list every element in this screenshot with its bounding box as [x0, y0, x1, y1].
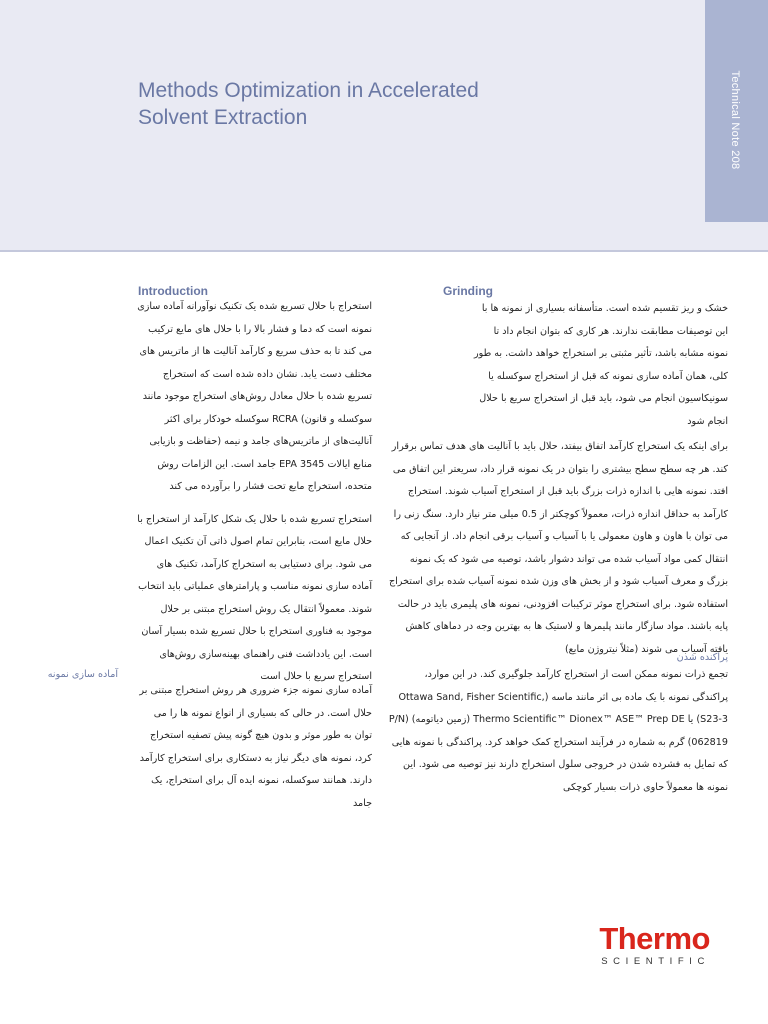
- sample-preparation-subheading: آماده سازی نمونه: [47, 669, 118, 680]
- grinding-paragraph-2: برای اینکه یک استخراج کارآمد اتفاق بیفتد، حلال باید با آنالیت های هدف تماس برقرار کند. هر چه سطح سطح بیشتری را بتوان در یک نمونه قرار داد، سریعتر این اتفاق می افتد. نمونه هایی با اندازه ذرات بزرگ باید قبل از استخراج آسیاب شوند. استخراج کارآمد به حداقل اندازه ذرات، معمولاً کوچکتر از 0.5 میلی متر نیاز دارد. سنگ زنی را می توان با هاون و هاون معمولی یا با آسیاب و آسیاب برقی انجام داد. از آنجایی که انتقال کمی مواد آسیاب شده می تواند دشوار باشد، توصیه می شود که یک نمونه بزرگ و معرف آسیاب شود و از بخش های وزن شده نمونه آسیاب شده برای استخراج استفاده شود. برای استخراج موثر ترکیبات افزودنی، نمونه های پلیمری باید در حالت پایه باشند. مواد سازگار مانند پلیمرها و لاستیک ها به بهترین وجه در دماهای کاهش یافته آسیاب می شوند (مثلاً نیتروژن مایع): [388, 441, 728, 655]
- title-line-1: Methods Optimization in Accelerated: [138, 79, 479, 102]
- logo-subtitle: SCIENTIFIC: [601, 956, 710, 967]
- left-column: [136, 296, 372, 689]
- logo-wordmark: Thermo: [599, 921, 710, 956]
- technical-note-label: Technical Note 208: [729, 70, 741, 170]
- sample-preparation-paragraph: آماده سازی نمونه جزء ضروری هر روش استخراج مبتنی بر حلال است. در حالی که بسیاری از انواع نمونه ها را می توان به طور موثر و بدون هیچ گونه پیش تصفیه استخراج کرد، نمونه های دیگر نیاز به دستکاری برای استخراج کارآمد دارند. همانند سوکسله، نمونه ایده آل برای استخراج، یک جامد: [139, 685, 372, 809]
- dispersing-subheading: پراکنده شدن: [676, 652, 728, 663]
- thermo-scientific-logo: [560, 922, 720, 972]
- grinding-heading: Grinding: [443, 284, 493, 298]
- right-column-bottom: [388, 664, 728, 799]
- intro-paragraph-1: استخراج با حلال تسریع شده یک تکنیک نوآورانه آماده سازی نمونه است که دما و فشار بالا را با حلال های مایع ترکیب می کند تا به حذف سریع و کارآمد آنالیت ها از ماتریس های مختلف دست یابد. نشان داده شده است که استخراج تسریع شده با حلال معادل روش‌های استخراج موجود مانند سوکسله و قانون) RCRA سوکسله خودکار برای اکثر آنالیت‌های از ماتریس‌های جامد و نیمه (حفاظت و بازیابی منابع ایالات EPA 3545 جامد است. این الزامات روش متحده، استخراج مایع تحت فشار را برآورده می کند: [137, 301, 372, 492]
- left-column-continued: [136, 680, 372, 815]
- introduction-heading: Introduction: [138, 284, 208, 298]
- title-line-2: Solvent Extraction: [138, 106, 308, 129]
- intro-paragraph-2: استخراج تسریع شده با حلال یک شکل کارآمد از استخراج با حلال مایع است، بنابراین تمام اصول ذاتی آن تکنیک اعمال می شود. برای دستیابی به استخراج کارآمد، تکنیک های آماده سازی نمونه مناسب و پارامترهای عملیاتی باید انتخاب شوند. معمولاً انتقال یک روش استخراج مبتنی بر حلال موجود به فناوری استخراج با حلال تسریع شده بسیار آسان است. این یادداشت فنی راهنمای بهینه‌سازی روش‌های استخراج سریع با حلال است: [137, 513, 372, 682]
- right-column: [388, 436, 728, 661]
- document-title: [138, 77, 678, 131]
- dispersing-paragraph: تجمع ذرات نمونه ممکن است از استخراج کارآمد جلوگیری کند. در این موارد، پراکندگی نمونه با یک ماده بی اثر مانند ماسه (Ottawa Sand, Fisher Scientific, S23-3) یا Thermo Scientific™ Dionex™ ASE™ Prep DE (زمین دیاتومه) (P/N 062819) گرم به شماره در فرآیند استخراج کمک خواهد کرد. پراکندگی با نمونه هایی که تمایل به فشرده شدن در خروجی سلول استخراج دارند نیز توصیه می شود. این نمونه ها معمولاً حاوی ذرات بسیار کوچکی: [388, 669, 728, 793]
- grinding-paragraph-1: خشک و ریز تقسیم شده است. متأسفانه بسیاری از نمونه ها با این توصیفات مطابقت ندارند. هر کاری که بتوان انجام داد تا نمونه مشابه باشد، تأثیر مثبتی بر استخراج خواهد داشت. به طور کلی، همان آماده سازی نمونه که قبل از استخراج سوکسله یا سونیکاسیون انجام می شود، باید قبل از استخراج سریع با حلال انجام شود: [474, 303, 728, 427]
- right-column-top: [472, 298, 728, 433]
- header-divider: [0, 250, 768, 252]
